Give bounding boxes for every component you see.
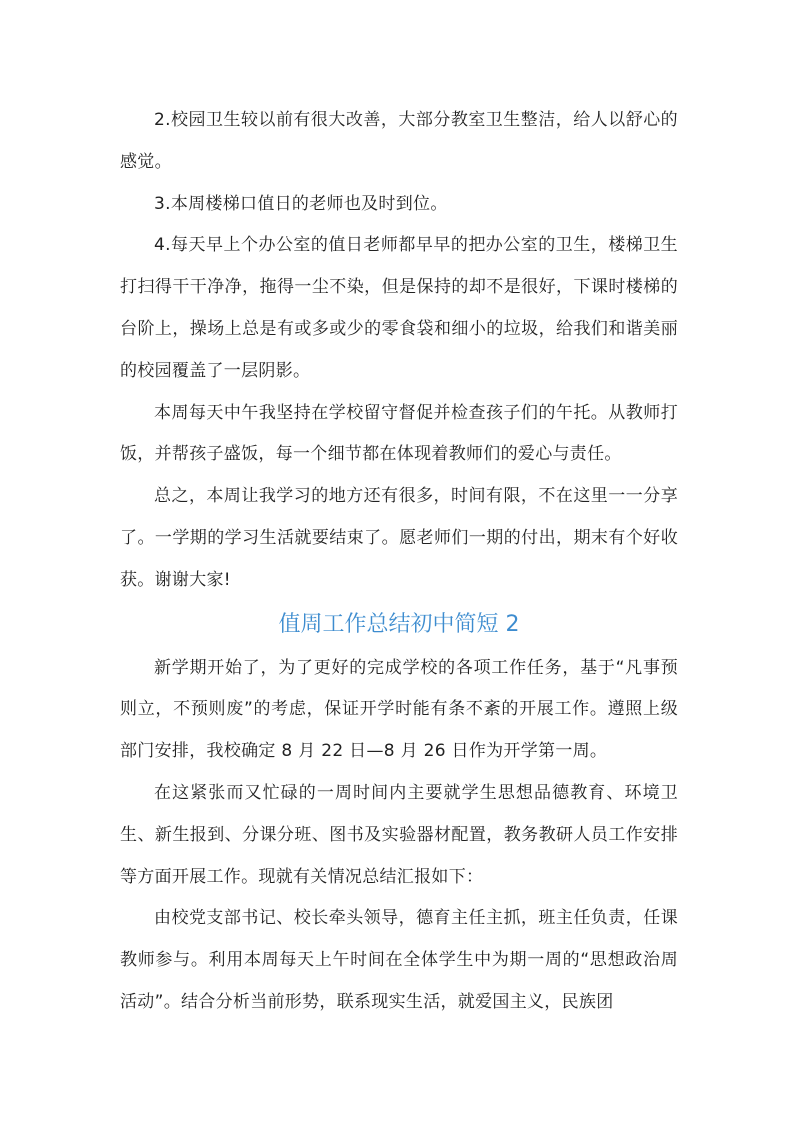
paragraph-office-cleaning: 4.每天早上个办公室的值日老师都早早的把办公室的卫生，楼梯卫生打扫得干干净净，拖得一尘不染，但是保持的却不是很好，下课时楼梯的台阶上，操场上总是有或多或少的零食袋和细小的垃圾，给我们和谐美丽的校园覆盖了一层阴影。	[120, 235, 678, 381]
paragraph-new-semester: 新学期开始了，为了更好的完成学校的各项工作任务，基于“凡事预则立，不预则废”的考虑，保证开学时能有条不紊的开展工作。遵照上级部门安排，我校确定 8 月 22 日—8 月 26 日作为开学第一周。	[120, 657, 678, 762]
document-page	[120, 100, 678, 1024]
paragraph-moral-education: 由校党支部书记、校长牵头领导，德育主任主抓，班主任负责，任课教师参与。利用本周每天上午时间在全体学生中为期一周的“思想政治周活动”。结合分析当前形势，联系现实生活，就爱国主义，民族团	[120, 908, 678, 1012]
section-heading: 值周工作总结初中简短 2	[278, 611, 520, 637]
paragraph-first-week-work: 在这紧张而又忙碌的一周时间内主要就学生思想品德教育、环境卫生、新生报到、分课分班、图书及实验器材配置，教务教研人员工作安排等方面开展工作。现就有关情况总结汇报如下：	[120, 782, 678, 887]
paragraph-noon-supervision: 本周每天中午我坚持在学校留守督促并检查孩子们的午托。从教师打饭，并帮孩子盛饭，每一个细节都在体现着教师们的爱心与责任。	[120, 402, 678, 465]
paragraph-sanitation-improvement: 2.校园卫生较以前有很大改善，大部分教室卫生整洁，给人以舒心的感觉。	[120, 110, 678, 172]
paragraph-conclusion: 总之，本周让我学习的地方还有很多，时间有限，不在这里一一分享了。一学期的学习生活就要结束了。愿老师们一期的付出，期末有个好收获。谢谢大家!	[120, 486, 678, 590]
paragraph-stair-duty: 3.本周楼梯口值日的老师也及时到位。	[154, 193, 448, 214]
